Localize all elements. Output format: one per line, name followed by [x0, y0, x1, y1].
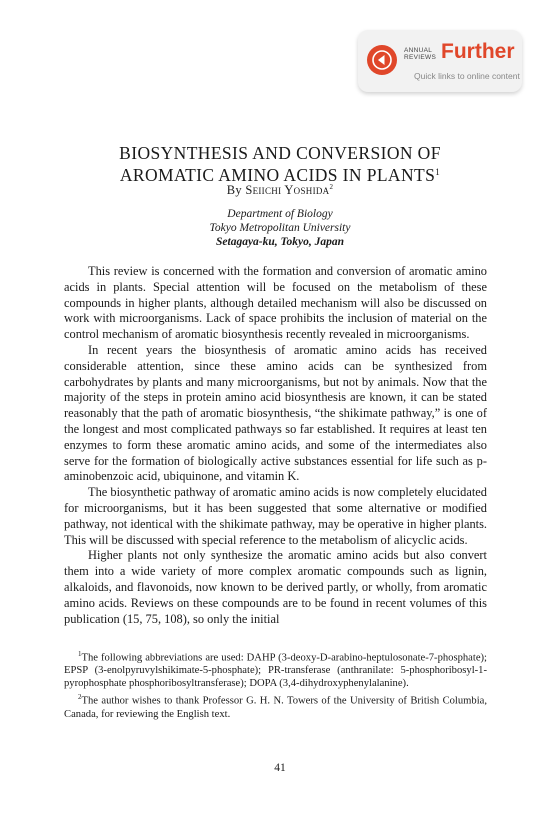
affiliation-location: Setagaya-ku, Tokyo, Japan	[216, 236, 344, 248]
annual-reviews-label	[404, 47, 436, 61]
badge-reviews-text: REVIEWS	[404, 54, 437, 61]
body-paragraph-1: This review is concerned with the formation and conversion of aromatic amino acids in plants. Special attention will be focused on the metabolism of these compounds in higher plants, although detailed mechanism will also be discussed on work with microorganisms. Lack of space prohibits the inclusion of material on the control mechanism of aromatic biosynthesis recently revealed in microorganisms.	[64, 264, 487, 342]
title-line-2-text: AROMATIC AMINO ACIDS IN PLANTS	[119, 165, 436, 185]
title-line-1: BIOSYNTHESIS AND CONVERSION OF	[119, 143, 441, 163]
affiliation-department: Department of Biology	[227, 208, 333, 220]
body-paragraph-3: The biosynthetic pathway of aromatic amino acids is now completely elucidated for microorganisms, but it has been suggested that some alternative or modified pathway, not identical with the shikimate pathway, may be operative in higher plants. This will be discussed with special reference to the metabolism of alicyclic acids.	[64, 485, 487, 547]
footnote-1-text: The following abbreviations are used: DAHP (3-deoxy-D-arabino-heptulosonate-7-phosphate); EPSP (3-enolpyruvylshikimate-5-phosphate); PR-transferase (anthranilate: 5-phosphoribosyl-1-pyrophosphate phosphoribosyltransferase); DOPA (3,4-dihydroxyphenylalanine).	[64, 652, 487, 690]
title-line-2	[0, 163, 560, 185]
author-line	[0, 183, 560, 198]
page-number: 41	[274, 762, 286, 774]
author-name: Seiichi Yoshida	[245, 183, 330, 197]
footnote-1	[64, 648, 487, 691]
author-footnote-mark: 2	[329, 183, 334, 191]
body-paragraph-2: In recent years the biosynthesis of aromatic amino acids has received considerable attention, since these amino acids can be synthesized from carbohydrates by plants and many microorganisms, but not by animals. Now that the majority of the steps in protein amino acid biosynthesis are known, it can be stated reasonably that the path of aromatic biosynthesis, “the shikimate pathway,” is one of the longest and most complicated pathways so far established. It requires at least ten enzymes to form these aromatic amino acids, and some of the intermediates also serve for the formation of biologically active substances essential for life such as p-aminobenzoic acid, ubiquinone, and vitamin K.	[64, 342, 487, 484]
article-body	[64, 264, 487, 627]
title-footnote-mark: 1	[435, 167, 441, 177]
back-arrow-icon	[367, 45, 397, 75]
article-title	[0, 144, 560, 185]
body-paragraph-4: Higher plants not only synthesize the aromatic amino acids but also convert them into a wide variety of more complex aromatic compounds such as lignin, alkaloids, and flavonoids, now known to be derived partly, or wholly, from aromatic amino acids. Reviews on these compounds are to be found in recent volumes of this publication (15, 75, 108), so only the initial	[64, 548, 487, 626]
annual-reviews-further-badge[interactable]	[358, 30, 522, 92]
footnote-1-mark: 1	[78, 650, 82, 658]
footnote-2-mark: 2	[78, 693, 82, 702]
badge-annual-text: ANNUAL	[404, 47, 433, 54]
badge-further-text: Further	[441, 40, 515, 63]
footnote-2	[64, 691, 487, 721]
footnote-2-text: The author wishes to thank Professor G. H. N. Towers of the University of British Columbia, Canada, for reviewing the English text.	[64, 695, 487, 720]
author-by: By	[226, 183, 242, 197]
affiliation-university: Tokyo Metropolitan University	[209, 222, 351, 234]
badge-subtitle: Quick links to online content	[414, 71, 520, 81]
footnotes	[64, 648, 487, 722]
